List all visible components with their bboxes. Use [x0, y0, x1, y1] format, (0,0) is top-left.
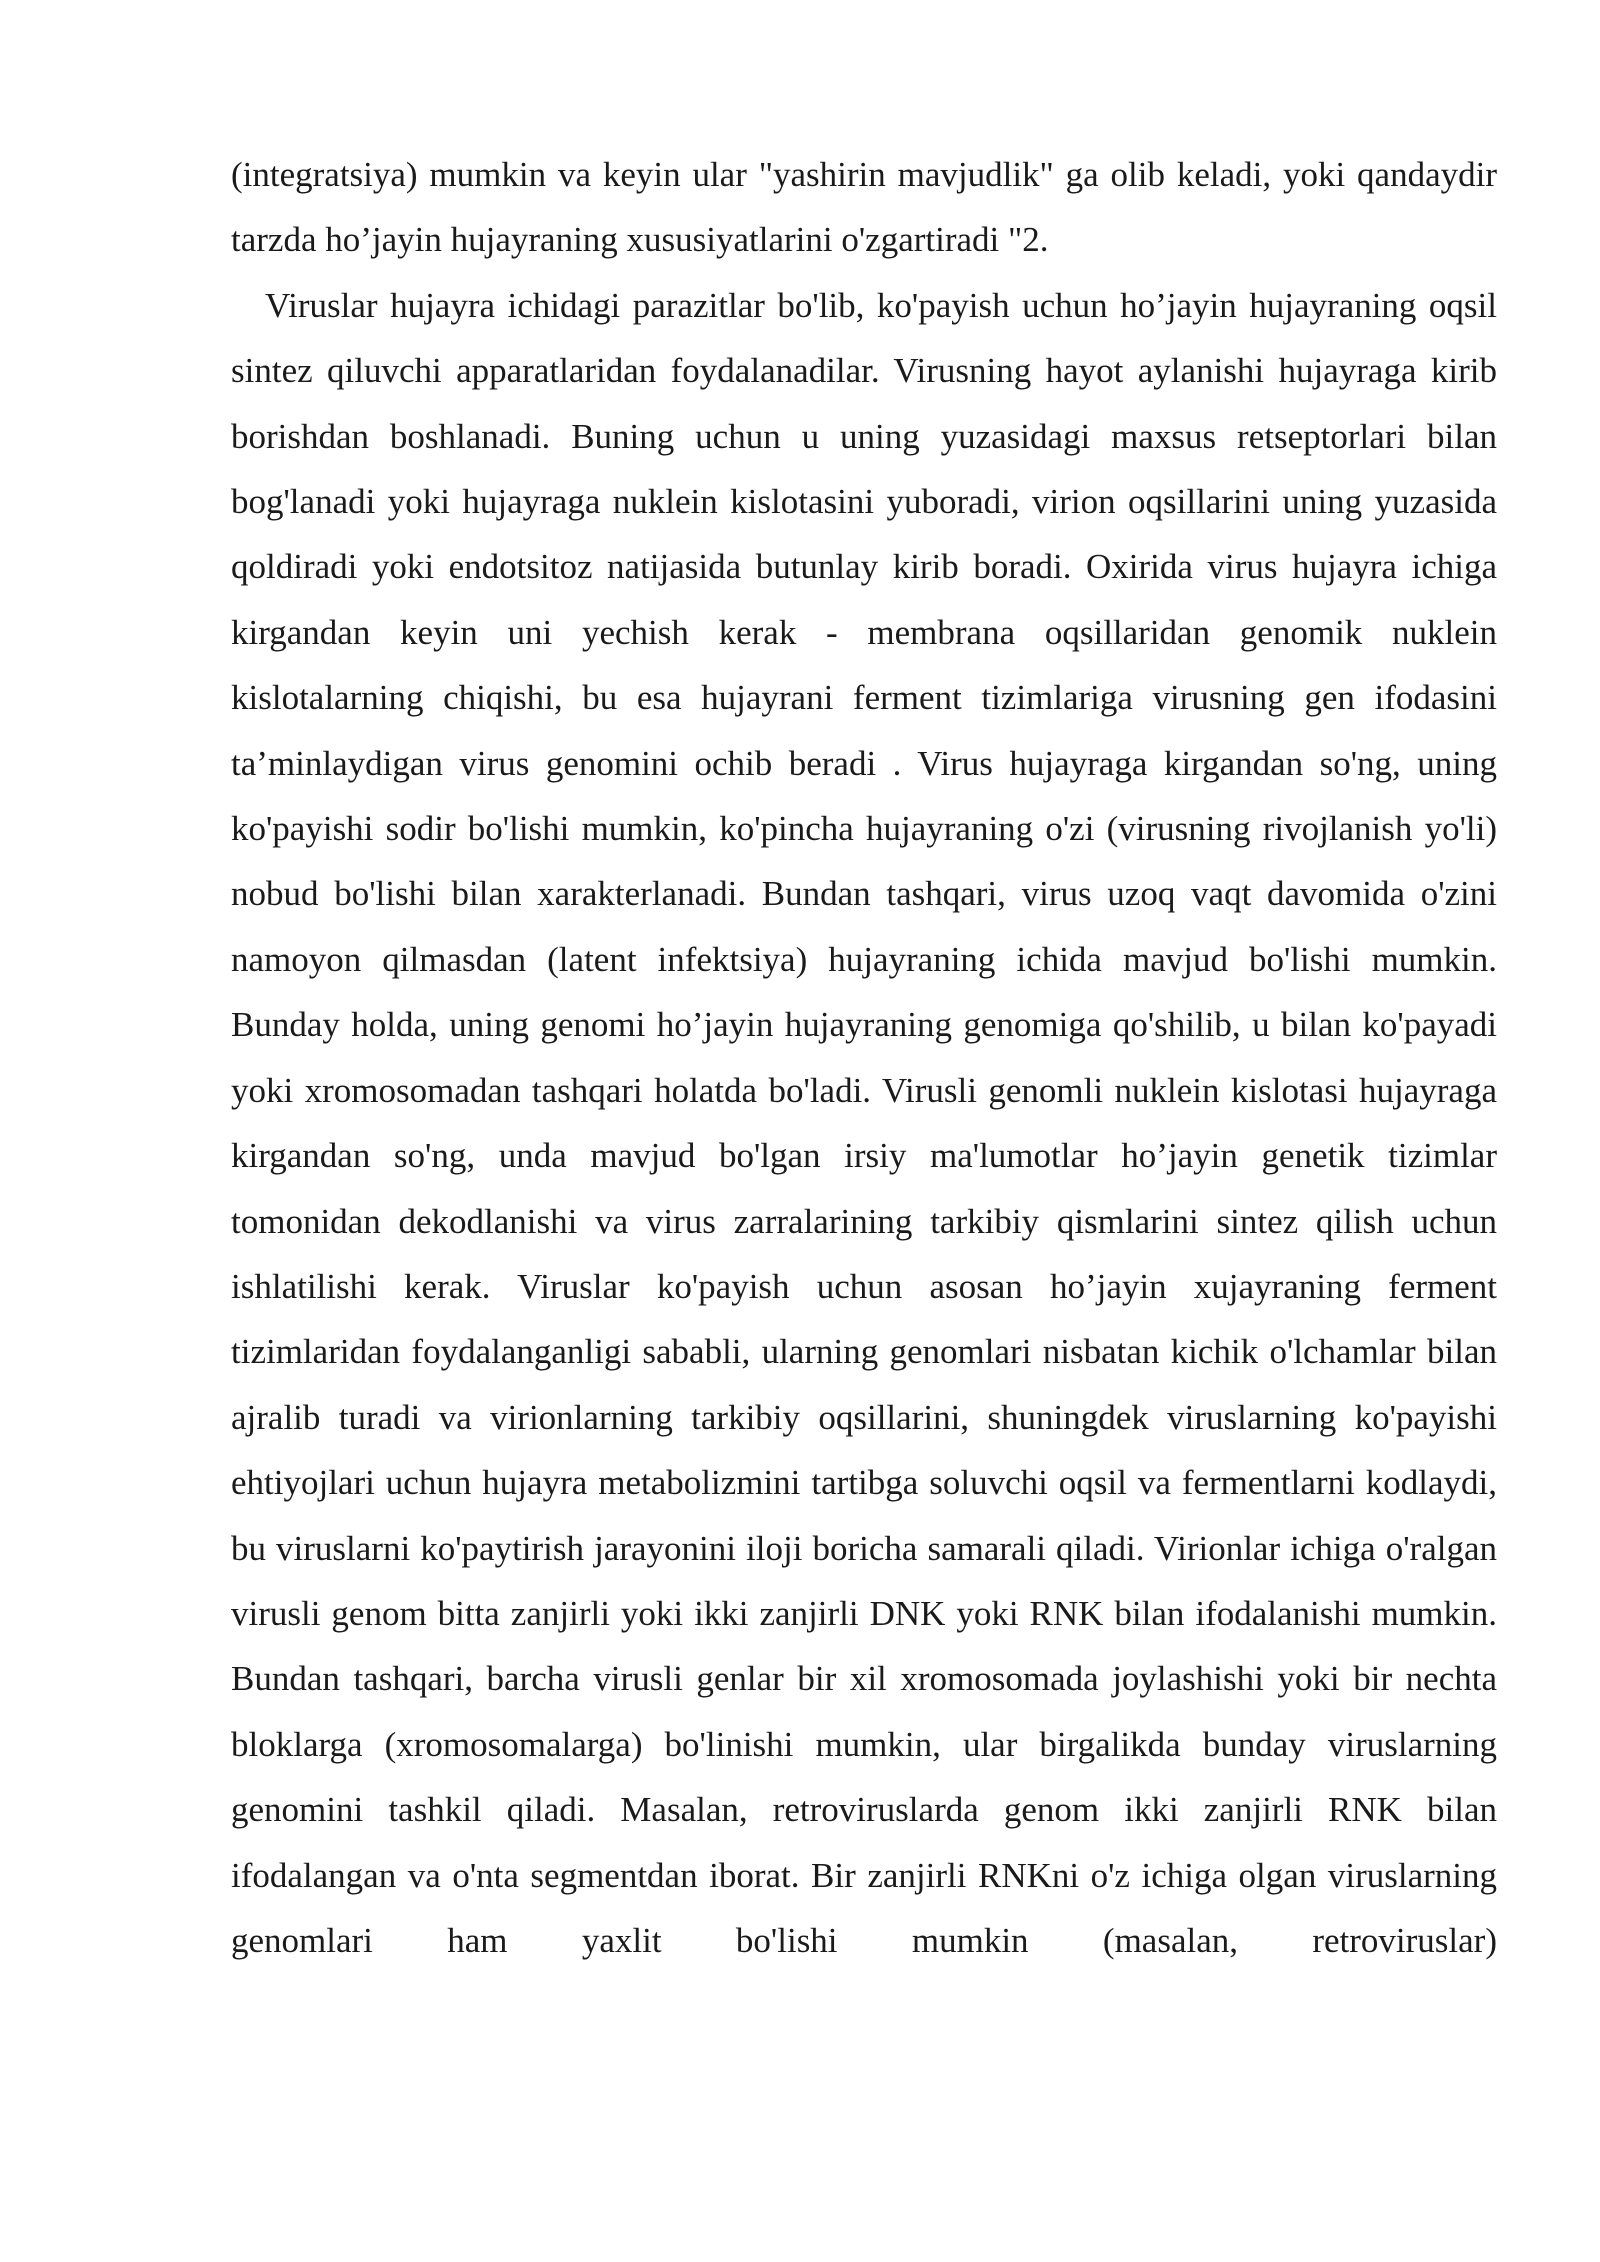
paragraph-continuation: (integratsiya) mumkin va keyin ular "yashirin mavjudlik" ga olib keladi, yoki qandaydir tarzda ho’jayin hujayraning xususiyatlarini o'zgartiradi "2.: [231, 155, 1497, 260]
document-page: [231, 142, 1497, 1973]
paragraph-viruses: Viruslar hujayra ichidagi parazitlar bo'lib, ko'payish uchun ho’jayin hujayraning oqsil sintez qiluvchi apparatlaridan foydalanadilar. Virusning hayot aylanishi hujayraga kirib borishdan boshlanadi. Buning uchun u uning yuzasidagi maxsus retseptorlari bilan bog'lanadi yoki hujayraga nuklein kislotasini yuboradi, virion oqsillarini uning yuzasida qoldiradi yoki endotsitoz natijasida butunlay kirib boradi. Oxirida virus hujayra ichiga kirgandan keyin uni yechish kerak - membrana oqsillaridan genomik nuklein kislotalarning chiqishi, bu esa hujayrani ferment tizimlariga virusning gen ifodasini ta’minlaydigan virus genomini ochib beradi . Virus hujayraga kirgandan so'ng, uning ko'payishi sodir bo'lishi mumkin, ko'pincha hujayraning o'zi (virusning rivojlanish yo'li) nobud bo'lishi bilan xarakterlanadi. Bundan tashqari, virus uzoq vaqt davomida o'zini namoyon qilmasdan (latent infektsiya) hujayraning ichida mavjud bo'lishi mumkin. Bunday holda, uning genomi ho’jayin hujayraning genomiga qo'shilib, u bilan ko'payadi yoki xromosomadan tashqari holatda bo'ladi. Virusli genomli nuklein kislotasi hujayraga kirgandan so'ng, unda mavjud bo'lgan irsiy ma'lumotlar ho’jayin genetik tizimlar tomonidan dekodlanishi va virus zarralarining tarkibiy qismlarini sintez qilish uchun ishlatilishi kerak. Viruslar ko'payish uchun asosan ho’jayin xujayraning ferment tizimlaridan foydalanganligi sababli, ularning genomlari nisbatan kichik o'lchamlar bilan ajralib turadi va virionlarning tarkibiy oqsillarini, shuningdek viruslarning ko'payishi ehtiyojlari uchun hujayra metabolizmini tartibga soluvchi oqsil va fermentlarni kodlaydi, bu viruslarni ko'paytirish jarayonini iloji boricha samarali qiladi. Virionlar ichiga o'ralgan virusli genom bitta zanjirli yoki ikki zanjirli DNK yoki RNK bilan ifodalanishi mumkin. Bundan tashqari, barcha virusli genlar bir xil xromosomada joylashishi yoki bir nechta bloklarga (xromosomalarga) bo'linishi mumkin, ular birgalikda bunday viruslarning genomini tashkil qiladi. Masalan, retroviruslarda genom ikki zanjirli RNK bilan ifodalangan va o'nta segmentdan iborat. Bir zanjirli RNKni o'z ichiga olgan viruslarning genomlari ham yaxlit bo'lishi mumkin (masalan, retroviruslar): [231, 285, 1497, 1960]
